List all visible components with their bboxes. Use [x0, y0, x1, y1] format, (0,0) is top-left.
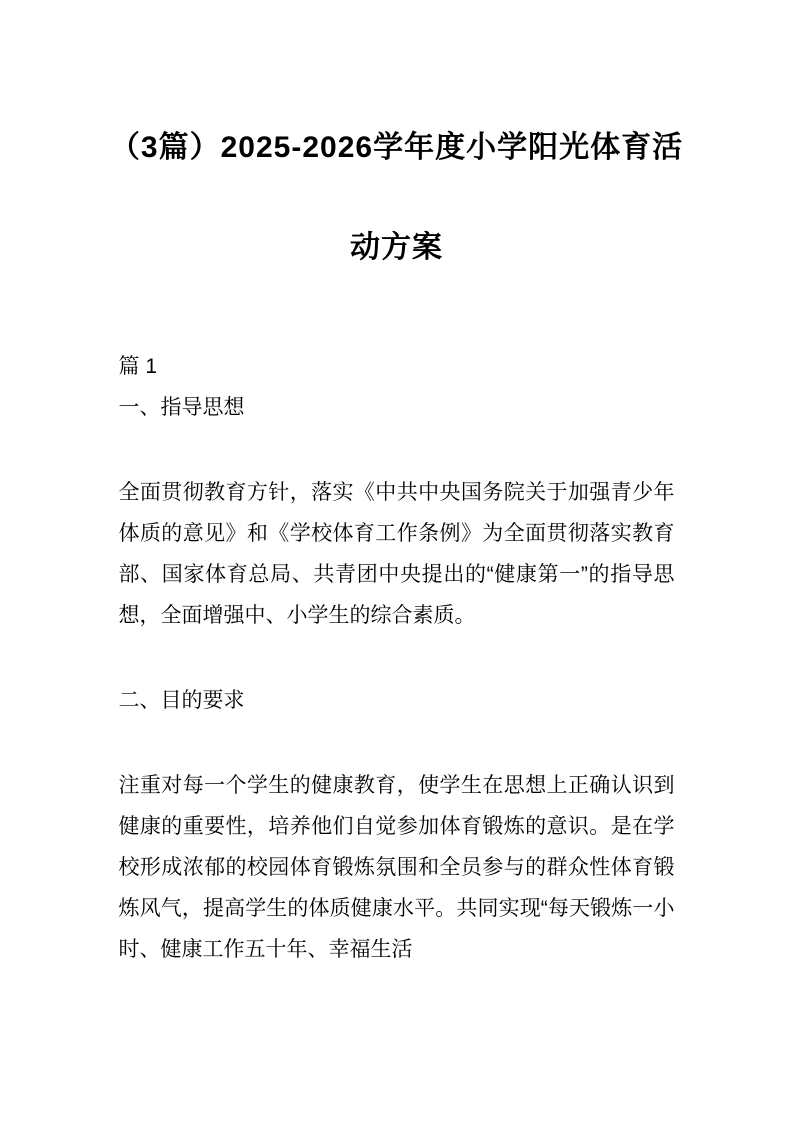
section-heading-guiding-ideology: 一、指导思想 — [118, 396, 245, 419]
section-paragraph-guiding-ideology: 全面贯彻教育方针，落实《中共中央国务院关于加强青少年体质的意见》和《学校体育工作条例》为全面贯彻落实教育部、国家体育总局、共青团中央提出的“健康第一”的指导思想，全面增强中、小学生的综合素质。 — [118, 481, 675, 627]
section-heading-purpose-requirements: 二、目的要求 — [118, 689, 245, 712]
document-title-line-2: 动方案 — [350, 231, 443, 264]
article-label: 篇 1 — [118, 355, 158, 378]
document-body — [119, 346, 675, 970]
section-paragraph-purpose-requirements: 注重对每一个学生的健康教育，使学生在思想上正确认识到健康的重要性，培养他们自觉参加体育锻炼的意识。是在学校形成浓郁的校园体育锻炼氛围和全员参与的群众性体育锻炼风气，提高学生的体质健康水平。共同实现“每天锻炼一小时、健康工作五十年、幸福生活 — [118, 774, 675, 961]
document-title — [97, 0, 697, 298]
document-title-line-1: （3篇）2025-2026学年度小学阳光体育活 — [109, 131, 684, 164]
